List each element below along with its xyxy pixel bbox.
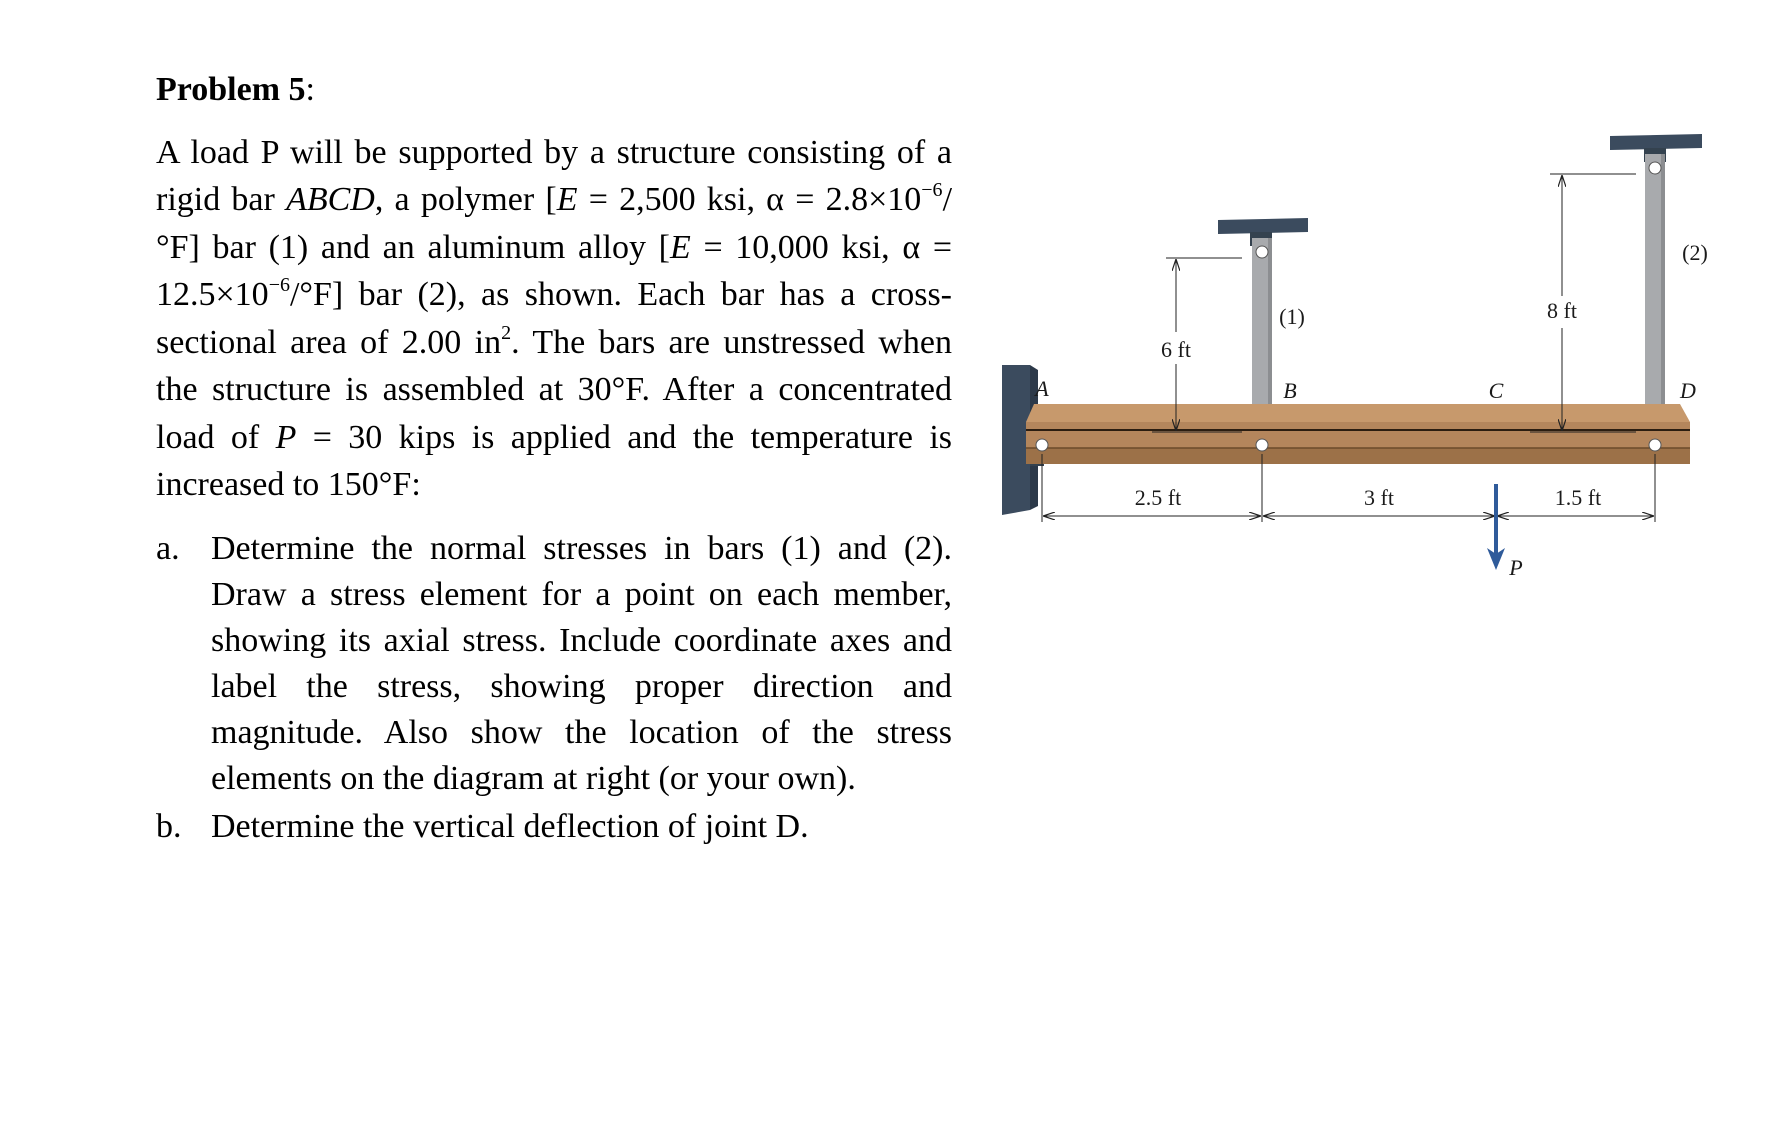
problem-title-colon: : [305, 71, 315, 108]
rigid-bar-top [1026, 404, 1690, 422]
exponent: 2 [501, 321, 512, 344]
bar-1-shade [1268, 238, 1272, 420]
part-text: Determine the vertical deflection of joint D. [211, 807, 809, 845]
rigid-bar-flange [1026, 448, 1690, 464]
pin-b [1256, 439, 1268, 451]
wall-plate [1002, 365, 1030, 515]
bar-2-top-pin [1649, 162, 1661, 174]
statement-text: /°F] bar (1) and an aluminum alloy [ [156, 181, 953, 266]
span-ab-label: 2.5 ft [1134, 485, 1182, 510]
ceiling-plate-1 [1218, 218, 1308, 234]
bar-1-length-label: 6 ft [1161, 337, 1191, 362]
pin-a [1036, 439, 1048, 451]
bar-1-top-pin [1256, 246, 1268, 258]
statement-text: = 30 kips is applied and the temperature is increased to 150°F: [156, 418, 952, 503]
problem-title [156, 66, 952, 114]
rigid-bar-web [1026, 422, 1690, 448]
rigid-bar [1026, 404, 1690, 464]
bar-1 [1252, 238, 1272, 420]
load-label: P [1509, 555, 1523, 580]
modulus-symbol: E [670, 228, 691, 266]
problem-parts [156, 526, 952, 850]
exponent: −6 [921, 179, 943, 201]
exponent: −6 [268, 274, 290, 296]
load-p [1487, 484, 1523, 580]
load-symbol: P [275, 418, 297, 456]
statement-text: A load P will be supported by a structure consisting of a rigid bar [156, 133, 952, 218]
label-a: A [1035, 376, 1049, 401]
part-text: Determine the normal stresses in bars (1) and (2). Draw a stress element for a point on each member, showing its axial stress. Include coordinate axes and label the stress, showing proper direction and magnitude. Also show the location of the stress elements on the diagram at right (or your own). [211, 529, 952, 797]
statement-text: . The bars are unstressed when the structure is assembled at 30°F. After a concentrated load of [156, 323, 952, 456]
dimension-bar-2-length [1530, 174, 1636, 432]
span-dimensions [1042, 454, 1655, 522]
statement-text: , a polymer [ [374, 181, 557, 218]
bar-2-length-label: 8 ft [1547, 298, 1577, 323]
structure-diagram [990, 120, 1710, 600]
rigid-bar-name: ABCD [286, 181, 375, 218]
problem-text [156, 66, 952, 852]
part-a [156, 526, 952, 802]
label-d: D [1680, 378, 1696, 403]
part-b [156, 804, 952, 850]
problem-title-text: Problem 5 [156, 71, 306, 108]
bar-1-label: (1) [1279, 304, 1305, 329]
label-c: C [1488, 378, 1504, 403]
pin-d [1649, 439, 1661, 451]
part-marker: b. [156, 807, 182, 845]
statement-text: = 10,000 ksi, α = 12.5×10 [156, 228, 953, 313]
span-cd-label: 1.5 ft [1554, 485, 1602, 510]
problem-statement [156, 129, 952, 509]
span-bc-label: 3 ft [1364, 485, 1394, 510]
part-marker: a. [156, 529, 180, 567]
statement-text: = 2,500 ksi, α = 2.8×10 [577, 181, 922, 218]
bar-2 [1645, 154, 1665, 420]
modulus-symbol: E [556, 181, 578, 218]
label-b: B [1283, 378, 1297, 403]
bar-2-label: (2) [1682, 240, 1708, 265]
ceiling-plate-2 [1610, 134, 1702, 150]
statement-text: /°F] bar (2), as shown. Each bar has a cross-sectional area of 2.00 in [156, 276, 952, 361]
bar-2-shade [1661, 154, 1665, 420]
